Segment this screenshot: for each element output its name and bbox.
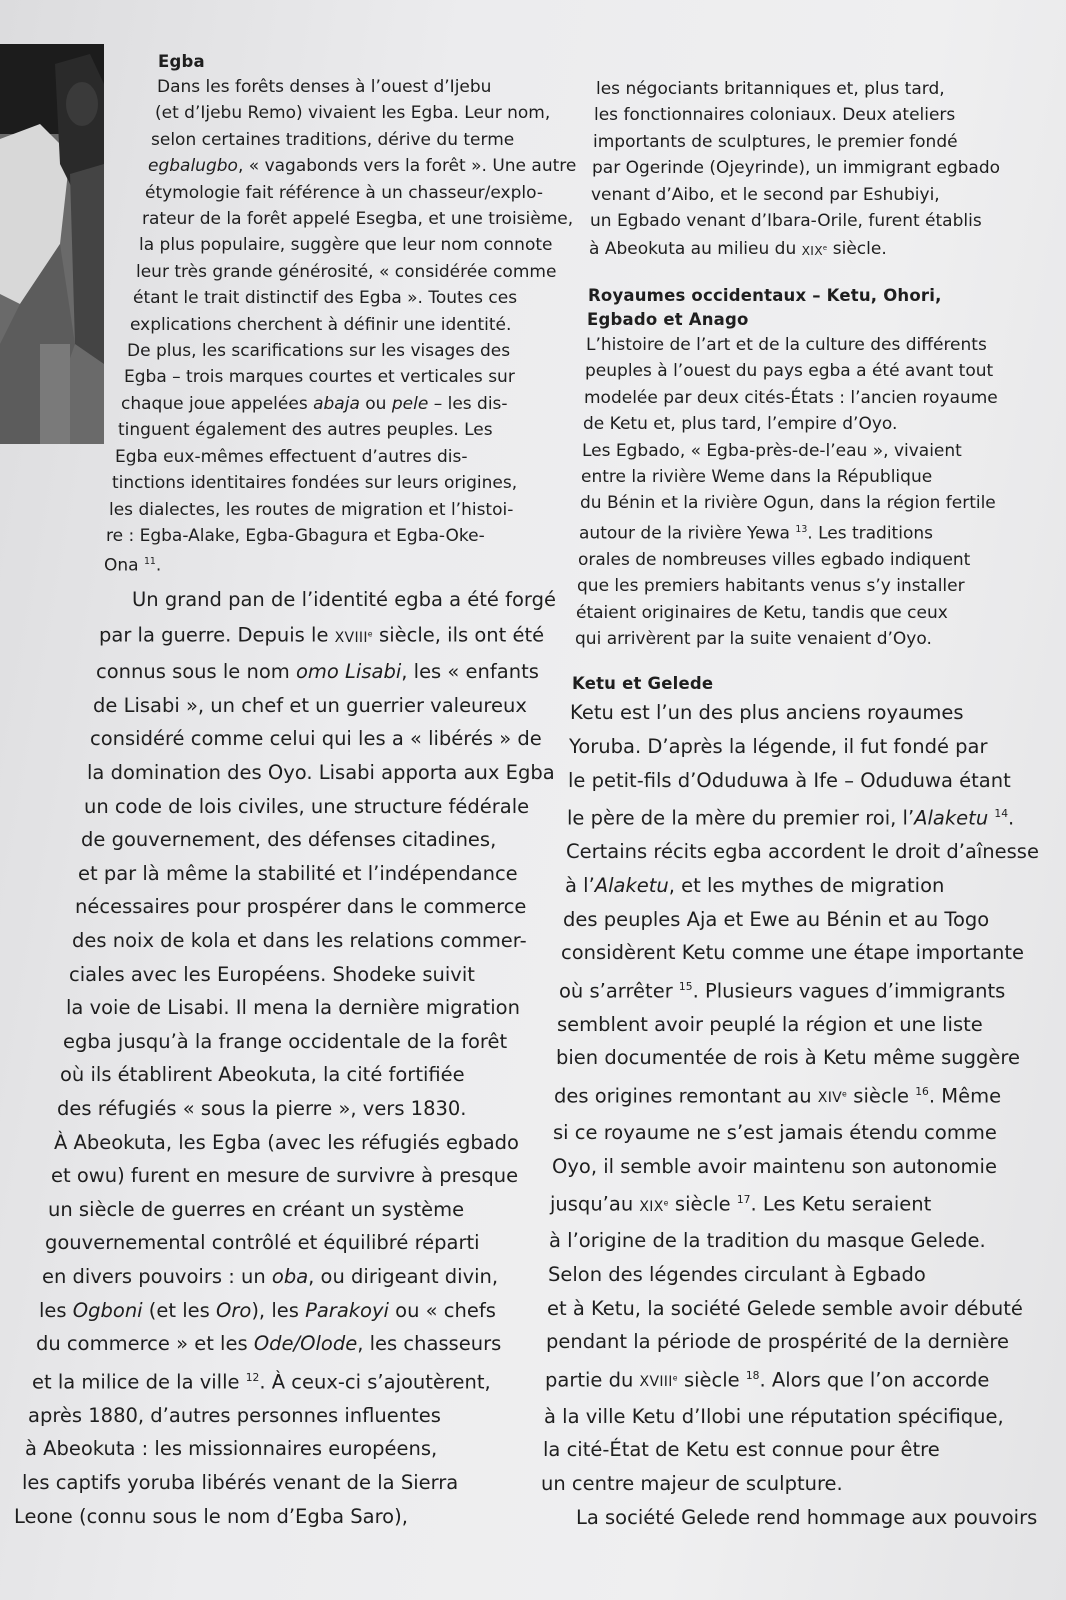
egba-heading: Egba <box>158 52 205 71</box>
left-column <box>14 50 577 1533</box>
text-line: et la milice de la ville $^{12}$. À ceux-ci s’ajoutèrent, <box>32 1370 491 1394</box>
text-line: Certains récits egba accordent le droit d’aînesse <box>566 840 1039 864</box>
text-line: les captifs yoruba libérés venant de la Sierra <box>22 1470 459 1494</box>
paragraph-ketu <box>541 696 1048 1500</box>
text-line: autour de la rivière Yewa $^{13}$. Les traditions <box>579 523 933 544</box>
text-line: des origines remontant au XIVe siècle $^{16}$. Même <box>554 1084 1002 1108</box>
text-line: un siècle de guerres en créant un système <box>48 1197 465 1221</box>
text-line: des réfugiés « sous la pierre », vers 1830. <box>57 1096 467 1120</box>
text-line: étymologie fait référence à un chasseur/explo- <box>145 182 543 203</box>
text-line: après 1880, d’autres personnes influentes <box>28 1403 441 1427</box>
text-line: considéré comme celui qui les a « libérés » de <box>90 727 542 751</box>
text-line: le petit-fils d’Oduduwa à Ife – Oduduwa étant <box>568 768 1011 792</box>
paragraph-gelede <box>548 1501 1048 1535</box>
text-line: Un grand pan de l’identité egba a été forgé <box>132 588 556 612</box>
text-line: à Abeokuta : les missionnaires européens, <box>25 1437 438 1461</box>
text-line: nécessaires pour prospérer dans le commerce <box>75 895 527 919</box>
text-line: où s’arrêter $^{15}$. Plusieurs vagues d’immigrants <box>559 979 1006 1003</box>
text-line: venant d’Aibo, et le second par Eshubiyi, <box>591 184 940 205</box>
text-line: re : Egba-Alake, Egba-Gbagura et Egba-Oke- <box>106 525 485 546</box>
text-line: pendant la période de prospérité de la dernière <box>546 1330 1009 1354</box>
text-line: étant le trait distinctif des Egba ». Toutes ces <box>133 288 518 309</box>
text-line: Ona $^{11}$. <box>104 555 162 576</box>
text-line: si ce royaume ne s’est jamais étendu comme <box>553 1121 997 1145</box>
text-line: connus sous le nom omo Lisabi, les « enfants <box>96 660 539 684</box>
text-line: partie du XVIIIe siècle $^{18}$. Alors que l’on accorde <box>545 1368 990 1392</box>
text-line: et owu) furent en mesure de survivre à presque <box>51 1164 519 1188</box>
text-line: du commerce » et les Ode/Olode, les chasseurs <box>36 1332 502 1356</box>
text-line: à l’origine de la tradition du masque Gelede. <box>549 1229 986 1253</box>
text-line: en divers pouvoirs : un oba, ou dirigeant divin, <box>42 1264 499 1288</box>
text-line: explications cherchent à définir une identité. <box>130 314 512 335</box>
text-line: tinctions identitaires fondées sur leurs origines, <box>112 473 518 494</box>
paragraph-egba-war <box>14 583 560 1533</box>
text-line: Dans les forêts denses à l’ouest d’Ijebu <box>157 77 492 97</box>
text-line: importants de sculptures, le premier fondé <box>593 131 958 152</box>
text-line: la voie de Lisabi. Il mena la dernière migration <box>66 996 520 1020</box>
text-line: à l’Alaketu, et les mythes de migration <box>565 873 945 897</box>
text-line: selon certaines traditions, dérive du terme <box>151 129 515 150</box>
text-line: les dialectes, les routes de migration et l’histoi- <box>109 499 514 520</box>
text-line: entre la rivière Weme dans la République <box>581 466 933 487</box>
text-line: Egba eux-mêmes effectuent d’autres dis- <box>115 446 468 467</box>
text-line: et par là même la stabilité et l’indépendance <box>78 861 518 885</box>
paragraph-western-kingdoms <box>548 332 1048 653</box>
heading-line: Egbado et Anago <box>587 309 749 329</box>
text-line: gouvernemental contrôlé et équilibré réparti <box>45 1231 480 1255</box>
text-line: les négociants britanniques et, plus tard, <box>596 79 945 99</box>
heading-line: Royaumes occidentaux – Ketu, Ohori, <box>588 285 942 305</box>
text-line: où ils établirent Abeokuta, la cité fortifiée <box>60 1063 465 1087</box>
text-line: Selon des légendes circulant à Egbado <box>548 1262 926 1286</box>
text-line: que les premiers habitants venus s’y installer <box>577 576 965 597</box>
text-line: Yoruba. D’après la légende, il fut fondé par <box>569 735 988 759</box>
text-line: De plus, les scarifications sur les visages des <box>127 341 511 362</box>
text-line: rateur de la forêt appelé Esegba, et une troisième, <box>142 209 574 230</box>
right-column <box>541 76 1048 1534</box>
text-line: leur très grande générosité, « considérée comme <box>136 261 557 282</box>
text-line: La société Gelede rend hommage aux pouvoirs <box>576 1505 1038 1529</box>
text-line: le père de la mère du premier roi, l’Alaketu $^{14}$. <box>567 806 1015 830</box>
text-line: un code de lois civiles, une structure fédérale <box>84 794 530 818</box>
text-line: Egba – trois marques courtes et verticales sur <box>124 367 515 388</box>
text-line: considèrent Ketu comme une étape importante <box>561 941 1025 965</box>
text-line: un centre majeur de sculpture. <box>541 1472 843 1496</box>
text-line: par la guerre. Depuis le XVIIIe siècle, ils ont été <box>99 623 545 647</box>
text-line: des peuples Aja et Ewe au Bénin et au Togo <box>563 907 990 931</box>
text-line: la cité-État de Ketu est connue pour être <box>543 1438 940 1462</box>
text-line: Oyo, il semble avoir maintenu son autonomie <box>552 1154 997 1178</box>
text-line: Les Egbado, « Egba-près-de-l’eau », vivaient <box>582 440 962 461</box>
text-line: un Egbado venant d’Ibara-Orile, furent établis <box>590 211 982 232</box>
kingdoms-heading <box>548 284 1048 332</box>
text-line: (et d’Ijebu Remo) vivaient les Egba. Leur nom, <box>155 103 551 124</box>
text-line: qui arrivèrent par la suite venaient d’Oyo. <box>575 629 932 650</box>
text-line: à la ville Ketu d’Ilobi une réputation spécifique, <box>544 1404 1004 1428</box>
text-line: et à Ketu, la société Gelede semble avoir débuté <box>547 1296 1023 1320</box>
text-line: modelée par deux cités-États : l’ancien royaume <box>584 387 998 408</box>
text-line: la domination des Oyo. Lisabi apporta aux Egba <box>87 761 555 785</box>
text-line: semblent avoir peuplé la région et une liste <box>557 1012 983 1036</box>
text-line: À Abeokuta, les Egba (avec les réfugiés egbado <box>54 1130 519 1154</box>
text-line: des noix de kola et dans les relations commer- <box>72 928 527 952</box>
text-line: tinguent également des autres peuples. Les <box>118 420 493 441</box>
text-line: ciales avec les Européens. Shodeke suivit <box>69 962 475 986</box>
text-line: de gouvernement, des défenses citadines, <box>81 828 497 852</box>
text-line: les fonctionnaires coloniaux. Deux ateliers <box>594 105 956 126</box>
text-line: Leone (connu sous le nom d’Egba Saro), <box>14 1504 408 1528</box>
text-line: la plus populaire, suggère que leur nom connote <box>139 235 553 256</box>
text-line: de Lisabi », un chef et un guerrier valeureux <box>93 693 527 717</box>
text-line: chaque joue appelées abaja ou pele – les dis- <box>121 393 508 414</box>
text-line: jusqu’au XIXe siècle $^{17}$. Les Ketu seraient <box>550 1192 932 1216</box>
text-line: egbalugbo, « vagabonds vers la forêt ». Une autre <box>148 156 577 177</box>
text-line: orales de nombreuses villes egbado indiquent <box>578 549 971 570</box>
text-line: de Ketu et, plus tard, l’empire d’Oyo. <box>583 414 898 435</box>
paragraph-workshops <box>548 76 1048 264</box>
text-line: egba jusqu’à la frange occidentale de la forêt <box>63 1029 508 1053</box>
text-line: Ketu est l’un des plus anciens royaumes <box>570 701 964 725</box>
text-line: du Bénin et la rivière Ogun, dans la région fertile <box>580 493 996 514</box>
text-line: étaient originaires de Ketu, tandis que ceux <box>576 602 948 623</box>
paragraph-egba-origins <box>20 74 577 579</box>
text-line: L’histoire de l’art et de la culture des différents <box>586 334 987 355</box>
text-line: peuples à l’ouest du pays egba a été avant tout <box>585 361 994 382</box>
text-line: bien documentée de rois à Ketu même suggère <box>556 1046 1021 1070</box>
ketu-gelede-heading: Ketu et Gelede <box>572 674 714 694</box>
text-line: à Abeokuta au milieu du XIXe siècle. <box>589 239 887 260</box>
text-line: les Ogboni (et les Oro), les Parakoyi ou « chefs <box>39 1298 496 1322</box>
text-line: par Ogerinde (Ojeyrinde), un immigrant egbado <box>592 158 1001 179</box>
